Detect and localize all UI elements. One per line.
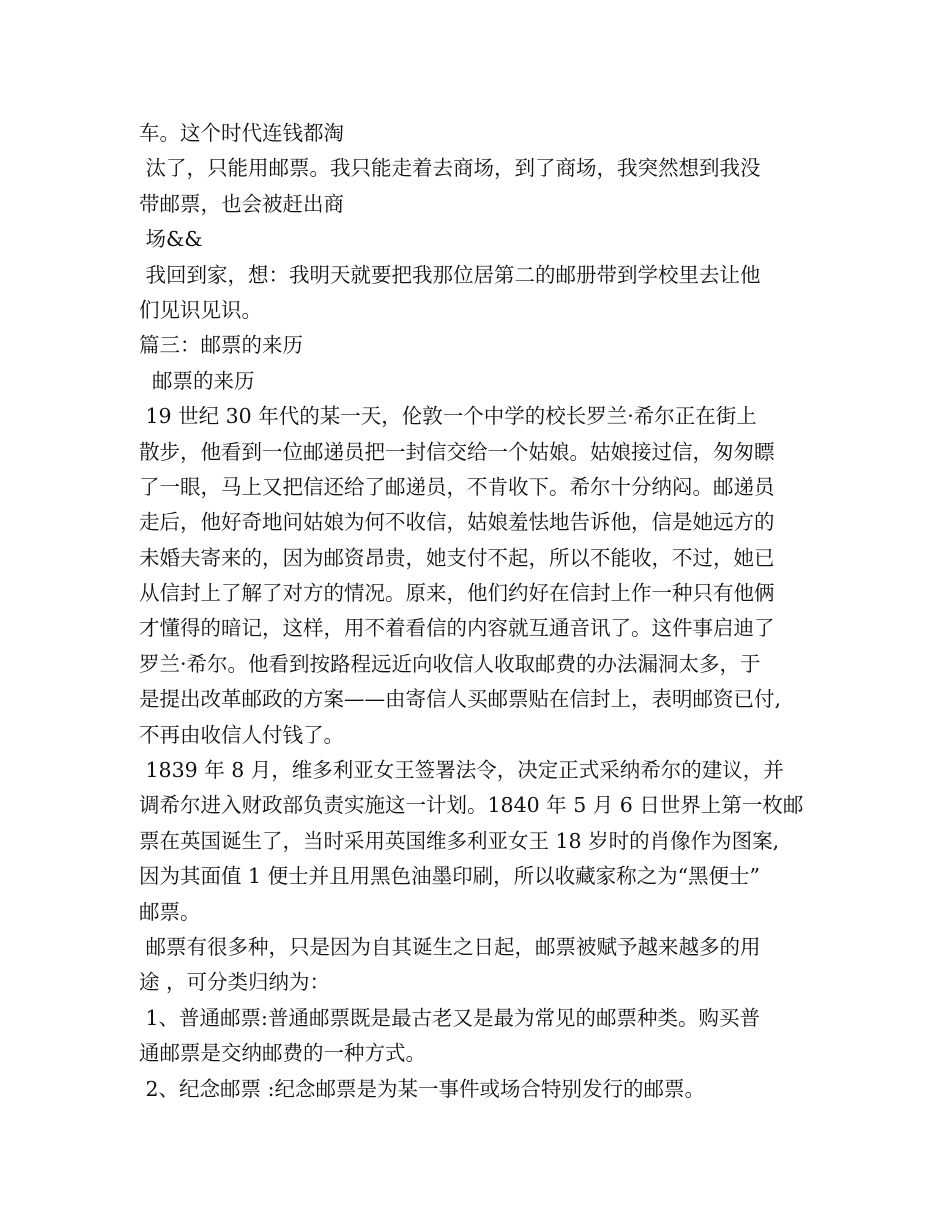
text-line: 邮票。 xyxy=(139,899,201,924)
text-line: 走后，他好奇地问姑娘为何不收信，姑娘羞怯地告诉他，信是她远方的 xyxy=(139,510,775,535)
text-line: 调希尔进入财政部负责实施这一计划。1840 年 5 月 6 日世界上第一枚邮 xyxy=(139,793,804,818)
text-line: 从信封上了解了对方的情况。原来，他们约好在信封上作一种只有他俩 xyxy=(139,581,775,606)
text-line: 不再由收信人付钱了。 xyxy=(139,722,344,747)
text-line: 未婚夫寄来的，因为邮资昂贵，她支付不起，所以不能收，不过，她已 xyxy=(139,545,775,570)
article-text xyxy=(139,116,839,1107)
text-line: 是提出改革邮政的方案——由寄信人买邮票贴在信封上，表明邮资已付, xyxy=(139,687,782,712)
text-line: 了一眼，马上又把信还给了邮递员，不肯收下。希尔十分纳闷。邮递员 xyxy=(139,474,775,499)
text-line: 1839 年 8 月，维多利亚女王签署法令，决定正式采纳希尔的建议，并 xyxy=(139,758,784,783)
text-line: 场&& xyxy=(139,227,203,252)
text-line: 散步，他看到一位邮递员把一封信交给一个姑娘。姑娘接过信，匆匆瞟 xyxy=(139,439,775,464)
text-line: 汰了，只能用邮票。我只能走着去商场，到了商场，我突然想到我没 xyxy=(139,156,761,181)
text-line: 车。这个时代连钱都淘 xyxy=(139,121,344,145)
text-line: 邮票有很多种，只是因为自其诞生之日起，邮票被赋予越来越多的用 xyxy=(139,934,761,959)
text-line: 我回到家，想：我明天就要把我那位居第二的邮册带到学校里去让他 xyxy=(139,262,761,287)
text-line: 1、普通邮票:普通邮票既是最古老又是最为常见的邮票种类。购买普 xyxy=(139,1005,760,1030)
text-line: 2、纪念邮票 :纪念邮票是为某一事件或场合特别发行的邮票。 xyxy=(139,1076,705,1101)
text-line: 们见识见识。 xyxy=(139,297,262,322)
text-line: 途 ，可分类归纳为： xyxy=(139,970,331,995)
text-line: 票在英国诞生了，当时采用英国维多利亚女王 18 岁时的肖像作为图案, xyxy=(139,828,780,853)
text-line: 19 世纪 30 年代的某一天，伦敦一个中学的校长罗兰·希尔正在街上 xyxy=(139,404,757,429)
text-line: 因为其面值 1 便士并且用黑色油墨印刷，所以收藏家称之为“黑便士” xyxy=(139,864,761,889)
text-line: 罗兰·希尔。他看到按路程远近向收信人收取邮费的办法漏洞太多，于 xyxy=(139,651,761,676)
text-line: 才懂得的暗记，这样，用不着看信的内容就互通音讯了。这件事启迪了 xyxy=(139,616,775,641)
text-line: 通邮票是交纳邮费的一种方式。 xyxy=(139,1041,426,1066)
article-title: 邮票的来历 xyxy=(139,368,255,393)
text-line: 带邮票，也会被赶出商 xyxy=(139,191,344,216)
section-heading: 篇三：邮票的来历 xyxy=(139,333,303,358)
